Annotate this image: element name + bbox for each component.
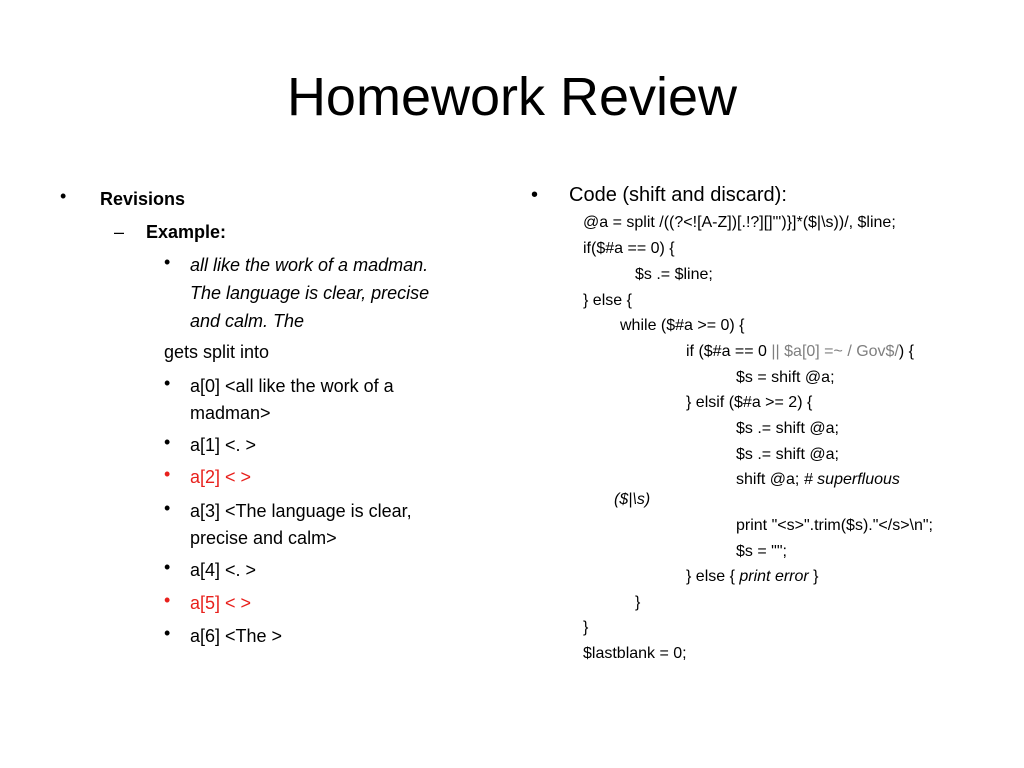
bullet-icon: • <box>164 464 171 484</box>
code-line: @a = split /((?<![A-Z])[.!?][]"')}]*($|\s))/, $line; <box>583 214 896 231</box>
code-line: $s = shift @a; <box>736 369 835 386</box>
list-item: a[0] <all like the work of a <box>190 376 394 396</box>
bullet-icon: • <box>60 186 67 206</box>
code-line <box>686 564 819 590</box>
dash-bullet-icon: – <box>114 222 125 242</box>
quote-line: and calm. The <box>190 311 305 331</box>
split-text: gets split into <box>164 342 270 362</box>
quote-line: The language is clear, precise <box>190 283 430 303</box>
code-line: while ($#a >= 0) { <box>620 317 745 334</box>
bullet-icon: • <box>164 373 171 393</box>
code-line: $s .= $line; <box>635 266 713 283</box>
code-text: if ($#a == 0 <box>686 343 772 360</box>
code-text: } <box>808 568 819 585</box>
slide-title: Homework Review <box>286 67 738 127</box>
bullet-icon: • <box>164 498 171 518</box>
code-text-muted: || $a[0] =~ / Gov$/ <box>771 343 899 360</box>
list-item: a[3] <The language is clear, <box>190 501 412 521</box>
code-comment: # superfluous <box>803 471 900 488</box>
code-text: ) { <box>898 343 915 360</box>
code-line: } else { <box>583 292 632 309</box>
code-text: } else { <box>686 568 740 585</box>
list-item: a[4] <. > <box>190 560 257 580</box>
bullet-icon: • <box>164 432 171 452</box>
code-heading: Code (shift and discard): <box>569 184 787 206</box>
code-line: $s .= shift @a; <box>736 420 839 437</box>
example-label: Example: <box>146 222 227 242</box>
list-item: a[1] <. > <box>190 435 257 455</box>
code-text: shift @a; <box>736 471 804 488</box>
bullet-icon: • <box>164 252 171 272</box>
list-item: a[5] < > <box>190 593 252 613</box>
bullet-icon: • <box>164 557 171 577</box>
code-line: $lastblank = 0; <box>583 645 687 662</box>
code-line: $s = ""; <box>736 543 787 560</box>
code-line: } elsif ($#a >= 2) { <box>686 394 813 411</box>
list-item: a[6] <The > <box>190 626 283 646</box>
list-item: precise and calm> <box>190 528 337 548</box>
quote-line: all like the work of a madman. <box>190 255 429 275</box>
list-item: a[2] < > <box>190 467 252 487</box>
bullet-icon: • <box>164 623 171 643</box>
bullet-icon: • <box>531 184 539 206</box>
code-comment: ($|\s) <box>614 491 651 508</box>
revisions-label: Revisions <box>100 189 186 209</box>
code-line: } <box>635 594 641 611</box>
code-line: $s .= shift @a; <box>736 446 839 463</box>
code-line: } <box>583 619 589 636</box>
code-line <box>686 339 914 365</box>
code-comment: print error <box>739 568 809 585</box>
list-item: madman> <box>190 403 271 423</box>
code-line: if($#a == 0) { <box>583 240 675 257</box>
code-line: print "<s>".trim($s)."</s>\n"; <box>736 517 933 534</box>
bullet-icon: • <box>164 590 171 610</box>
code-line <box>736 467 900 493</box>
